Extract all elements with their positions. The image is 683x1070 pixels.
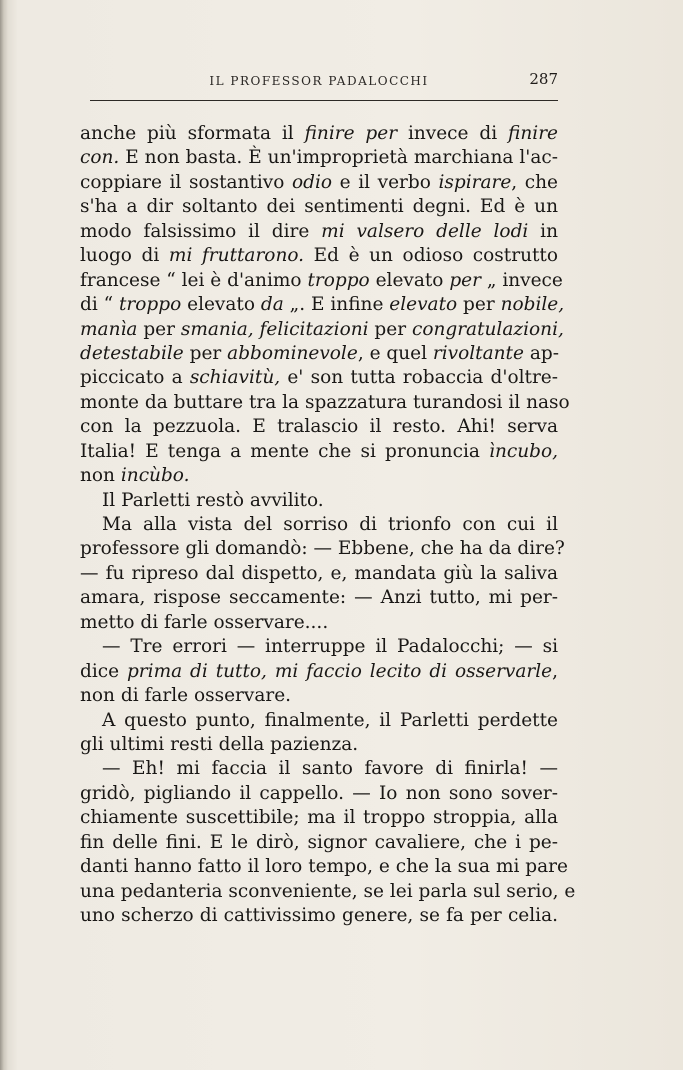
text-run: non [80,465,121,487]
italic-run: smania, felicitazioni [180,318,369,340]
text-run: gridò, pigliando il cappello. — Io non sono sover- [80,782,558,804]
text-run: coppiare il sostantivo [80,171,292,193]
text-run: Ed è un odioso costrutto [304,245,559,267]
text-run: per [457,294,501,316]
italic-run: finire [508,123,558,144]
italic-run: finire per [304,123,398,144]
text-line [80,440,558,464]
text-run: gli ultimi resti della pazienza. [80,733,359,755]
italic-run: troppo [307,269,370,291]
text-run: dice [80,660,127,682]
text-line [80,757,558,781]
text-line [80,293,565,317]
text-run: elevato [369,269,450,291]
text-line [80,464,558,488]
text-line [80,709,558,733]
text-line [80,880,576,904]
text-line [80,146,558,170]
text-line [80,513,558,537]
text-run: e il verbo [332,171,439,193]
text-line [80,171,558,195]
text-run: piccicato a [80,367,190,389]
text-line [80,122,558,146]
italic-run: nobile, [500,294,565,316]
text-run: per [137,318,181,340]
text-run: e' son tutta robaccia d'oltre- [280,367,558,389]
body-text [80,122,576,928]
text-run: invece di [397,123,509,144]
text-run: luogo di [80,245,169,267]
text-run: — Eh! mi faccia il santo favore di finirla! — [102,758,558,780]
text-run: professore gli domandò: — Ebbene, che ha da dire? [80,538,565,560]
text-run: per [183,342,228,364]
page-binding-edge [0,0,8,1070]
text-line [80,855,568,879]
text-line [80,831,558,855]
text-run: A questo punto, finalmente, il Parletti perdette [102,709,558,731]
text-run: monte da buttare tra la spazzatura turandosi il naso [80,391,570,413]
text-run: , che [511,171,558,193]
text-line [80,537,565,561]
page-number: 287 [529,70,558,88]
italic-run: ìncubo, [489,440,558,462]
text-line [80,342,558,366]
text-line [80,611,558,635]
text-line [80,562,558,586]
text-run: con la pezzuola. E tralascio il resto. Ahi! serva [80,416,558,438]
italic-run: elevato [389,294,458,316]
text-run: , [552,660,558,682]
text-run: per [368,318,412,340]
text-line [80,782,558,806]
page-header [80,62,558,102]
text-run: elevato [181,294,261,316]
text-line [80,904,558,928]
text-line [80,415,558,439]
text-run: danti hanno fatto il loro tempo, e che la sua mi pare [80,856,568,878]
italic-run: da [260,294,284,316]
italic-run: mi fruttarono. [168,245,305,267]
text-line [80,733,558,757]
text-line [80,489,558,513]
text-run: ap- [523,342,559,364]
text-line [80,366,558,390]
text-run: non di farle osservare. [80,685,292,707]
italic-run: incùbo. [120,465,190,487]
text-line [80,806,558,830]
text-line [80,195,558,219]
text-run: anche più sformata il [80,123,305,144]
text-run: s'ha a dir soltanto dei sentimenti degni. Ed è un [80,196,558,218]
text-run: — fu ripreso dal dispetto, e, mandata giù la saliva [80,562,558,584]
italic-run: odio [292,171,333,193]
italic-run: detestabile [80,342,184,364]
text-run: metto di farle osservare.... [80,611,329,633]
text-run: di “ [80,294,119,316]
text-run: francese “ lei è d'animo [80,269,308,291]
italic-run: manìa [80,318,138,340]
italic-run: schiavitù, [189,367,281,389]
text-line [80,220,558,244]
italic-run: per [449,269,481,291]
italic-run: prima di tutto, mi faccio lecito di osservarle [126,660,553,682]
text-line [80,660,558,684]
italic-run: ispirare [438,171,512,193]
text-line [80,244,558,268]
italic-run: abbominevole [227,342,358,364]
text-run: Ma alla vista del sorriso di trionfo con cui il [102,514,558,535]
text-run: uno scherzo di cattivissimo genere, se fa per celia. [80,905,558,926]
italic-run: congratulazioni, [411,318,564,340]
text-run: E non basta. È un'improprietà marchiana l'ac- [119,147,558,169]
italic-run: con. [80,147,120,169]
text-line [80,586,558,610]
text-line [80,635,558,659]
running-head: IL PROFESSOR PADALOCCHI [209,74,429,88]
text-run: , e quel [357,342,433,364]
text-line [80,684,558,708]
header-rule [90,100,558,101]
text-run: in [528,220,559,242]
text-line [80,318,564,342]
text-run: „. E infine [283,294,390,316]
text-run: — Tre errori — interruppe il Padalocchi; — si [102,636,558,658]
text-run: amara, rispose seccamente: — Anzi tutto, mi per- [80,587,558,609]
text-line [80,269,563,293]
italic-run: rivoltante [432,342,524,364]
text-run: modo falsissimo il dire [80,220,322,242]
italic-run: mi valsero delle lodi [321,220,529,242]
italic-run: troppo [118,294,182,316]
text-run: Il Parletti restò avvilito. [102,489,324,511]
text-line [80,391,570,415]
text-run: Italia! E tenga a mente che si pronuncia [80,440,490,462]
text-run: „ invece [480,269,563,291]
text-run: fin delle fini. E le dirò, signor cavaliere, che i pe- [80,831,558,853]
text-run: una pedanteria sconveniente, se lei parla sul serio, e [80,880,576,902]
text-run: chiamente suscettibile; ma il troppo stroppia, alla [80,807,558,829]
